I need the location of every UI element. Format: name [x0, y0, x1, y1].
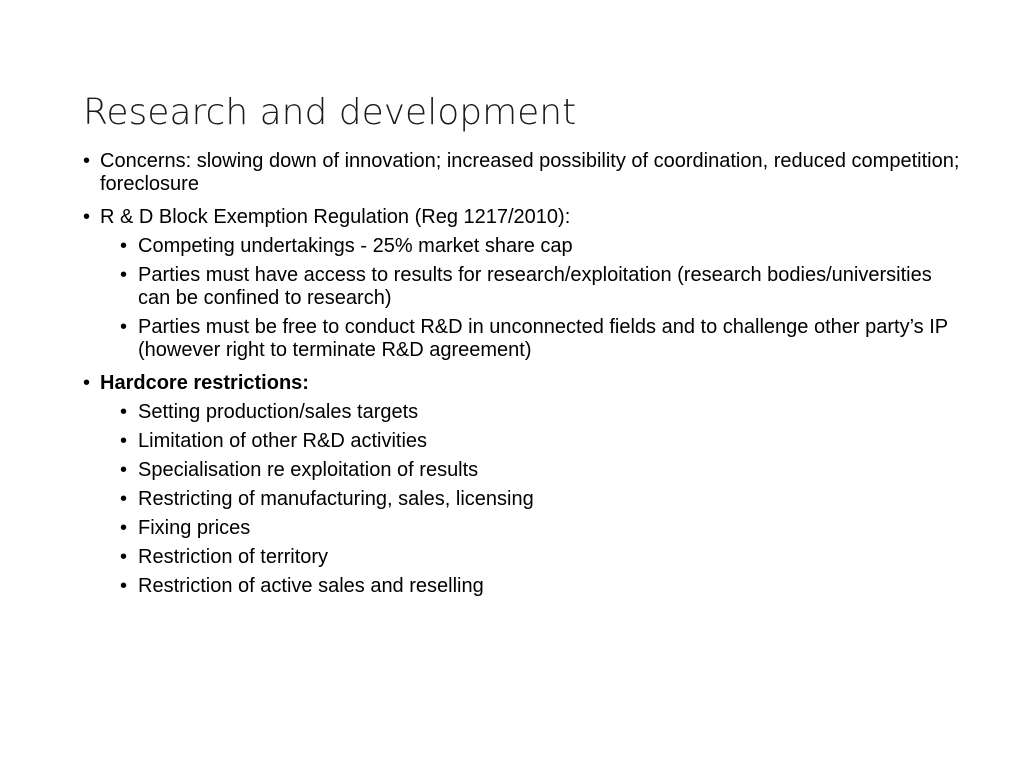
bullet-text: Concerns: slowing down of innovation; increased possibility of coordination, reduced competition; foreclosure [100, 150, 960, 195]
sub-bullet [83, 401, 963, 424]
sub-bullet [83, 235, 963, 258]
bullet-icon: • [83, 206, 91, 228]
bullet-hardcore-restrictions [83, 372, 963, 395]
bullet-icon: • [120, 264, 128, 286]
sub-bullet [83, 430, 963, 453]
bullet-icon: • [120, 546, 128, 568]
bullet-icon: • [120, 459, 128, 481]
sub-bullet-text: Restriction of active sales and reselling [138, 575, 484, 597]
bullet-icon: • [120, 235, 128, 257]
bullet-icon: • [120, 488, 128, 510]
bullet-icon: • [120, 401, 128, 423]
bullet-text: Hardcore restrictions: [100, 372, 309, 394]
sub-bullet [83, 264, 963, 310]
bullet-block-exemption [83, 206, 963, 229]
sub-bullet [83, 316, 963, 362]
slide-body [83, 150, 963, 598]
sub-bullet-text: Parties must be free to conduct R&D in unconnected fields and to challenge other party’s IP (however right to terminate R&D agreement) [138, 316, 948, 361]
sub-bullet [83, 517, 963, 540]
sub-bullet-text: Setting production/sales targets [138, 401, 419, 423]
bullet-icon: • [83, 372, 91, 394]
sub-bullet-text: Fixing prices [138, 517, 251, 539]
sub-bullet-text: Restriction of territory [138, 546, 329, 568]
bullet-concerns [83, 150, 963, 196]
bullet-icon: • [120, 316, 128, 338]
sub-bullet-text: Competing undertakings - 25% market share cap [138, 235, 573, 257]
sub-bullet-text: Parties must have access to results for research/exploitation (research bodies/universities can be confined to research) [138, 264, 932, 309]
sub-bullet [83, 459, 963, 482]
bullet-icon: • [120, 517, 128, 539]
sub-bullet-text: Specialisation re exploitation of results [138, 459, 479, 481]
sub-bullet [83, 575, 963, 598]
slide-title: Research and development [83, 92, 577, 133]
sub-bullet-text: Limitation of other R&D activities [138, 430, 428, 452]
sub-bullet-text: Restricting of manufacturing, sales, licensing [138, 488, 534, 510]
sub-bullet [83, 546, 963, 569]
bullet-icon: • [120, 575, 128, 597]
bullet-text: R & D Block Exemption Regulation (Reg 1217/2010): [100, 206, 571, 228]
bullet-icon: • [83, 150, 91, 172]
sub-bullet [83, 488, 963, 511]
bullet-icon: • [120, 430, 128, 452]
